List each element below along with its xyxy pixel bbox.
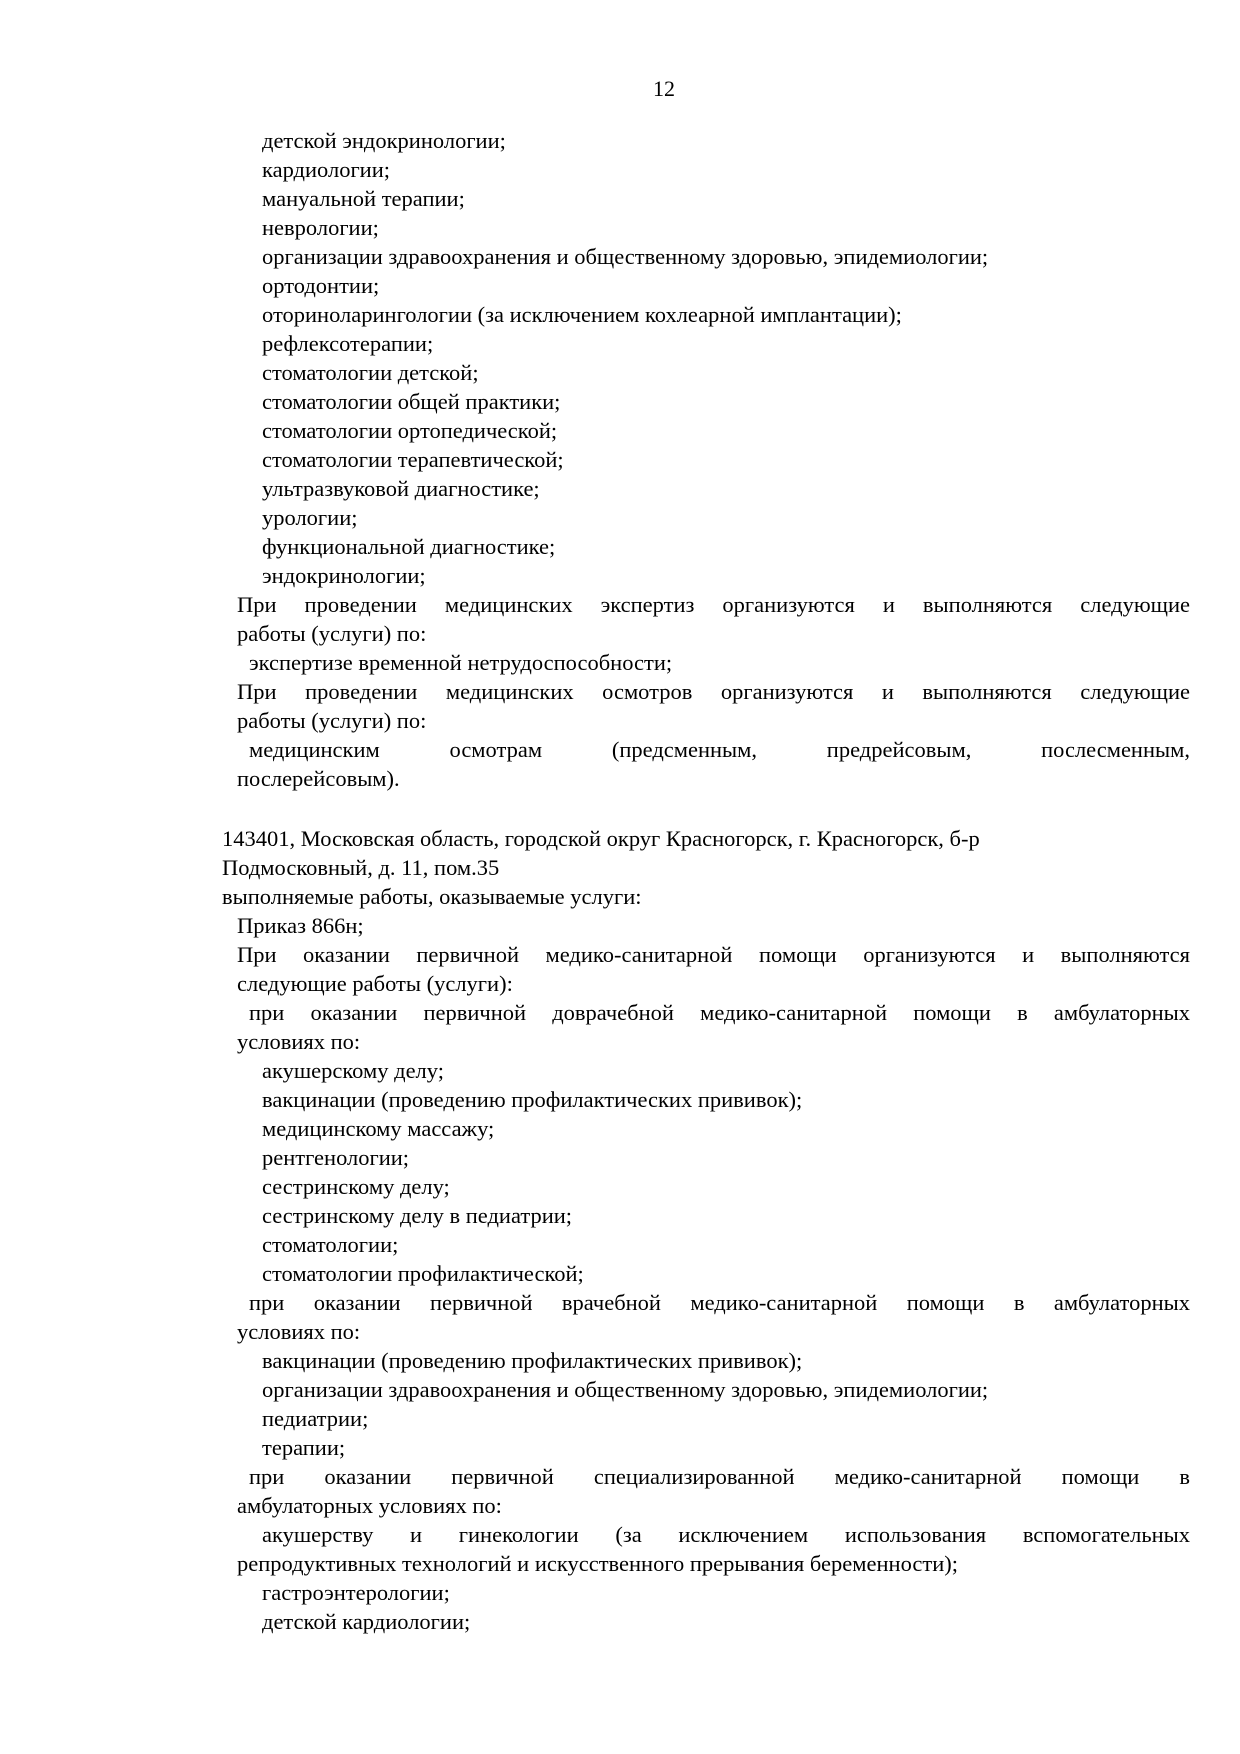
list-item: организации здравоохранения и общественному здоровью, эпидемиологии; [262, 244, 989, 269]
exams-item-cont: послерейсовым). [237, 766, 400, 791]
pmsp-paragraph-cont: следующие работы (услуги): [237, 971, 513, 996]
list-item: функциональной диагностике; [262, 534, 556, 559]
list-item: организации здравоохранения и общественному здоровью, эпидемиологии; [262, 1377, 989, 1402]
list-item: детской эндокринологии; [262, 128, 506, 153]
list-item: ортодонтии; [262, 273, 380, 298]
list-item: сестринскому делу в педиатрии; [262, 1203, 573, 1228]
pmsp-paragraph: При оказании первичной медико-санитарной помощи организуются и выполняются [237, 942, 1190, 967]
expertise-paragraph-cont: работы (услуги) по: [237, 621, 427, 646]
prevrach-heading: при оказании первичной доврачебной медико-санитарной помощи в амбулаторных [249, 1000, 1190, 1025]
list-item: неврологии; [262, 215, 379, 240]
list-item: стоматологии общей практики; [262, 389, 561, 414]
exams-item: медицинским осмотрам (предсменным, предрейсовым, послесменным, [249, 737, 1190, 762]
spec-heading-cont: амбулаторных условиях по: [237, 1493, 502, 1518]
list-item: медицинскому массажу; [262, 1116, 495, 1141]
spec-heading: при оказании первичной специализированной медико-санитарной помощи в [249, 1464, 1190, 1489]
list-item: вакцинации (проведению профилактических прививок); [262, 1087, 803, 1112]
list-item: стоматологии профилактической; [262, 1261, 584, 1286]
address-line: 143401, Московская область, городской округ Красногорск, г. Красногорск, б-р [222, 826, 980, 851]
list-item: гастроэнтерологии; [262, 1580, 450, 1605]
list-item-cont: репродуктивных технологий и искусственного прерывания беременности); [237, 1551, 958, 1576]
address-line-cont: Подмосковный, д. 11, пом.35 [222, 855, 500, 880]
list-item: ультразвуковой диагностике; [262, 476, 540, 501]
list-item: акушерству и гинекологии (за исключением использования вспомогательных [262, 1522, 1190, 1547]
list-item: рентгенологии; [262, 1145, 410, 1170]
exams-paragraph: При проведении медицинских осмотров организуются и выполняются следующие [237, 679, 1190, 704]
list-item: стоматологии детской; [262, 360, 479, 385]
list-item: мануальной терапии; [262, 186, 465, 211]
order-reference: Приказ 866н; [237, 913, 364, 938]
list-item: рефлексотерапии; [262, 331, 434, 356]
page-number: 12 [653, 76, 675, 101]
expertise-paragraph: При проведении медицинских экспертиз организуются и выполняются следующие [237, 592, 1190, 617]
vrach-heading: при оказании первичной врачебной медико-санитарной помощи в амбулаторных [249, 1290, 1190, 1315]
list-item: акушерскому делу; [262, 1058, 444, 1083]
works-label: выполняемые работы, оказываемые услуги: [222, 884, 642, 909]
list-item: детской кардиологии; [262, 1609, 471, 1634]
list-item: урологии; [262, 505, 358, 530]
list-item: вакцинации (проведению профилактических прививок); [262, 1348, 803, 1373]
prevrach-heading-cont: условиях по: [237, 1029, 361, 1054]
list-item: стоматологии терапевтической; [262, 447, 564, 472]
exams-paragraph-cont: работы (услуги) по: [237, 708, 427, 733]
address-services-block [0, 824, 1240, 1636]
expertise-item: экспертизе временной нетрудоспособности; [249, 650, 673, 675]
list-item: оториноларингологии (за исключением кохлеарной имплантации); [262, 302, 902, 327]
list-item: стоматологии ортопедической; [262, 418, 558, 443]
vrach-heading-cont: условиях по: [237, 1319, 361, 1344]
list-item: педиатрии; [262, 1406, 369, 1431]
list-item: сестринскому делу; [262, 1174, 450, 1199]
list-item: стоматологии; [262, 1232, 399, 1257]
list-item: терапии; [262, 1435, 346, 1460]
list-item: кардиологии; [262, 157, 391, 182]
services-block-continued [0, 126, 1240, 793]
list-item: эндокринологии; [262, 563, 426, 588]
